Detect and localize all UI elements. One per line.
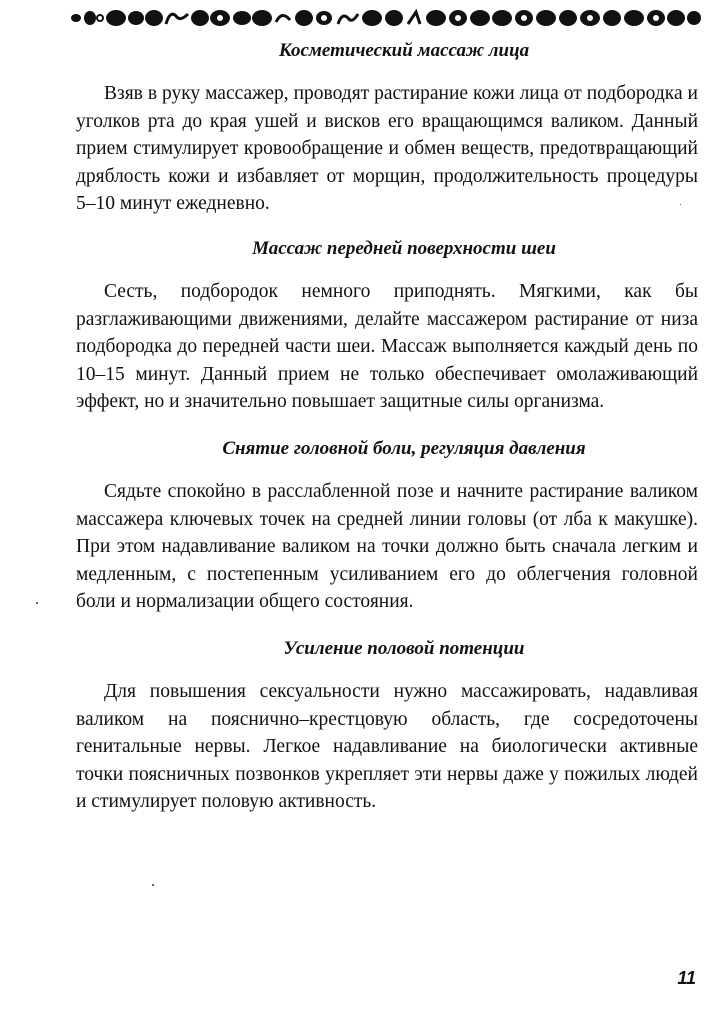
section-heading-neck-massage: Массаж передней поверхности шеи (252, 237, 556, 259)
scan-speck (152, 884, 154, 886)
scan-speck (680, 204, 681, 205)
section-text-potency: Для повышения сексуальности нужно массажировать, надавливая валиком на пояснично–крестцовую область, где сосредоточены генитальные нервы. Легкое надавливание на биологически активные точки поясничных позвонков укрепляет эти нервы даже у пожилых людей и стимулирует половую активность. (76, 680, 698, 813)
scan-speck (36, 602, 38, 604)
section-text-neck-massage: Сесть, подбородок немного приподнять. Мягкими, как бы разглаживающими движениями, делайте массажером растирание от низа подбородка до передней части шеи. Массаж выполняется каждый день по 10–15 минут. Данный прием не только обеспечивает омолаживающий эффект, но и значительно повышает защитные силы организма. (76, 280, 698, 413)
section-heading-headache-relief: Снятие головной боли, регуляция давления (222, 437, 586, 459)
page-number: 11 (677, 968, 696, 988)
section-text-face-massage: Взяв в руку массажер, проводят растирание кожи лица от подбородка и уголков рта до края ушей и висков его вращающимся валиком. Данный прием стимулирует кровообращение и обмен веществ, предотвращающий дряблость кожи и избавляет от морщин, продолжительность процедуры 5–10 минут ежедневно. (76, 83, 698, 215)
decorative-border-ornament (70, 6, 702, 30)
section-text-headache-relief: Сядьте спокойно в расслабленной позе и начните растирание валиком массажера ключевых точек на средней линии головы (от лба к макушке). При этом надавливание валиком на точки должно быть сначала легким и медленным, с постепенным усиливанием его до облегчения головной боли и нормализации общего состояния. (76, 480, 698, 613)
section-heading-face-massage: Косметический массаж лица (278, 40, 530, 61)
section-heading-potency: Усиление половой потенции (283, 637, 525, 659)
page-content (76, 38, 698, 836)
